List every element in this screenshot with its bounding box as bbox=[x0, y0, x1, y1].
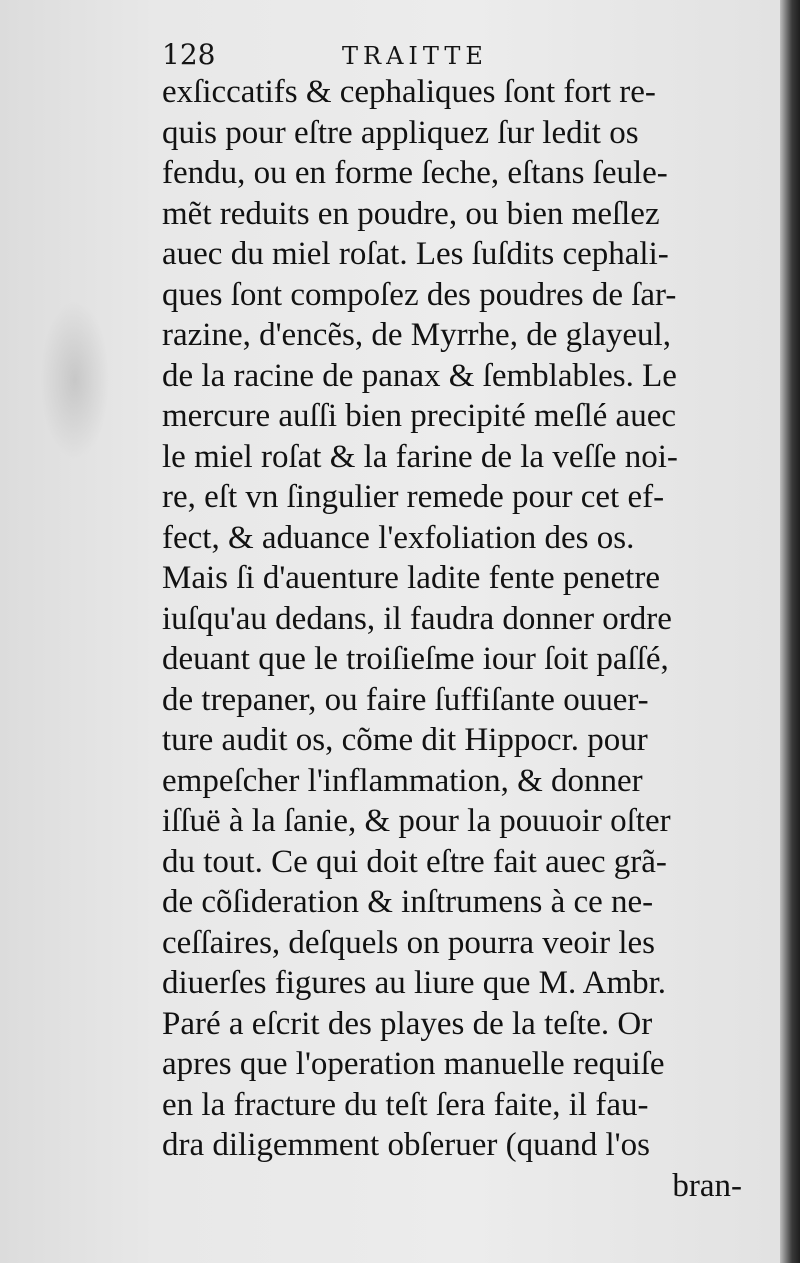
text-line: razine, d'encẽs, de Myrrhe, de glayeul, bbox=[162, 317, 671, 353]
text-line: re, eſt vn ſingulier remede pour cet ef- bbox=[162, 479, 665, 515]
text-line: fendu, ou en forme ſeche, eſtans ſeule- bbox=[162, 155, 668, 191]
text-line: du tout. Ce qui doit eſtre fait auec grã- bbox=[162, 843, 667, 880]
text-line: iuſqu'au dedans, il faudra donner ordre bbox=[162, 600, 672, 637]
running-title: TRAITTE bbox=[342, 42, 488, 70]
page-number: 128 bbox=[162, 38, 216, 71]
text-line: le miel roſat & la farine de la veſſe noi- bbox=[162, 438, 678, 475]
text-line: ques ſont compoſez des poudres de ſar- bbox=[162, 276, 677, 313]
text-line: iſſuë à la ſanie, & pour la pouuoir oſter bbox=[162, 803, 671, 839]
text-line: ceſſaires, deſquels on pourra veoir les bbox=[162, 924, 655, 961]
text-line: deuant que le troiſieſme iour ſoit paſſé, bbox=[162, 641, 669, 677]
text-line: de cõſideration & inſtrumens à ce ne- bbox=[162, 884, 654, 920]
catchword: bran- bbox=[672, 1167, 742, 1204]
text-line: auec du miel roſat. Les ſuſdits cephali- bbox=[162, 236, 669, 272]
text-line: quis pour eſtre appliquez ſur ledit os bbox=[162, 114, 639, 151]
text-line: fect, & aduance l'exfoliation des os. bbox=[162, 519, 635, 556]
text-line: exſiccatifs & cephaliques ſont fort re- bbox=[162, 74, 656, 110]
text-line: dra diligemment obſeruer (quand l'os bbox=[162, 1127, 650, 1163]
body-text bbox=[162, 72, 742, 1206]
text-line: mẽt reduits en poudre, ou bien meſlez bbox=[162, 195, 660, 232]
text-line: en la fracture du teſt ſera faite, il fau- bbox=[162, 1086, 649, 1123]
text-line: Mais ſi d'auenture ladite fente penetre bbox=[162, 560, 660, 596]
text-line: Paré a eſcrit des playes de la teſte. Or bbox=[162, 1005, 653, 1042]
text-line: mercure auſſi bien precipité meſlé auec bbox=[162, 398, 676, 434]
text-line: de trepaner, ou faire ſuffiſante ouuer- bbox=[162, 681, 649, 718]
text-line: empeſcher l'inflammation, & donner bbox=[162, 762, 643, 799]
text-line: de la racine de panax & ſemblables. Le bbox=[162, 357, 677, 394]
text-line: ture audit os, cõme dit Hippocr. pour bbox=[162, 722, 648, 758]
ink-bleed-stain bbox=[40, 300, 110, 460]
text-line: diuerſes figures au liure que M. Ambr. bbox=[162, 965, 667, 1001]
text-line: apres que l'operation manuelle requiſe bbox=[162, 1046, 665, 1082]
book-gutter-shadow bbox=[780, 0, 800, 1263]
